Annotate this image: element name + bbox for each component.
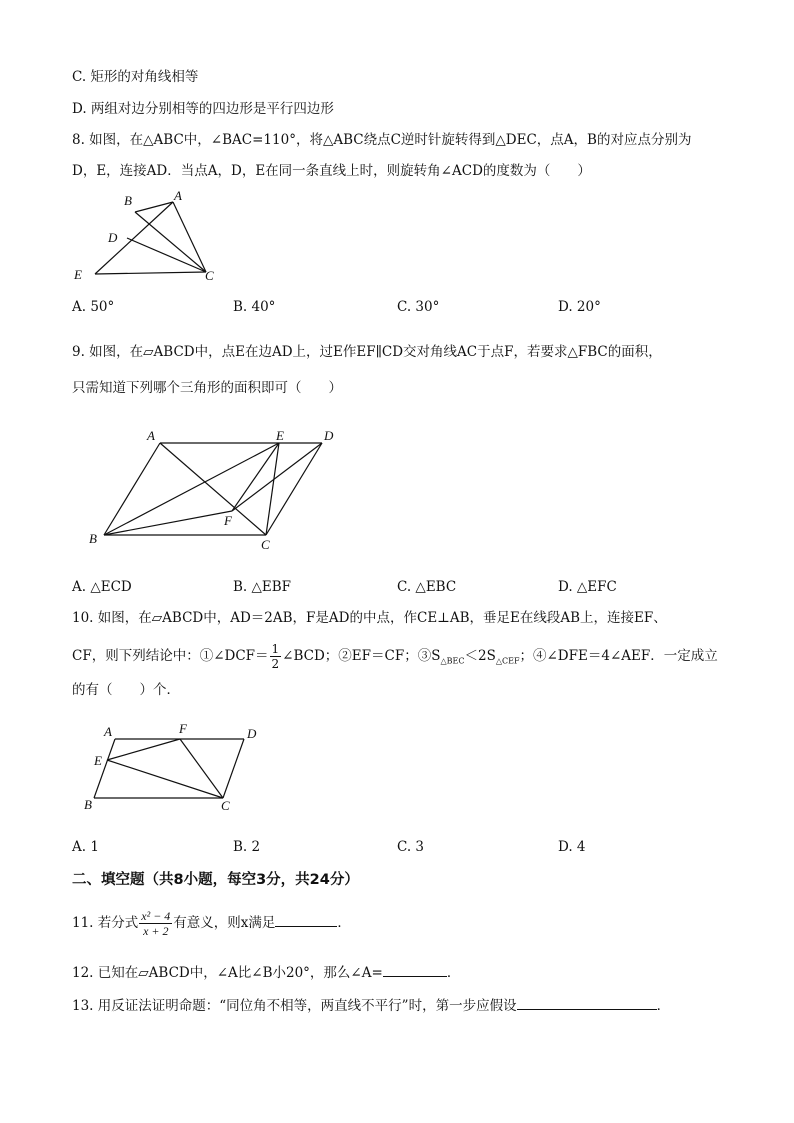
q8-label-b: B [124,193,132,208]
q13-answer-blank[interactable] [517,995,657,1010]
q8-figure [70,188,230,288]
q11-frac-num: x² − 4 [141,909,171,923]
q10-option-b: B. 2 [233,839,261,855]
q8-line1: 8. 如图，在△ABC中，∠BAC=110°，将△ABC绕点C逆时针旋转得到△DEC，点A，B的对应点分别为 [72,132,692,148]
q9-option-a: A. △ECD [72,579,132,595]
q10-sub-bec: △BEC [440,656,465,666]
q9-figure [85,422,345,557]
q9-option-d: D. △EFC [558,579,617,595]
q10-frac-den: 2 [271,657,280,671]
q13-end: ． [656,998,671,1014]
section-2-heading: 二、填空题（共8小题，每空3分，共24分） [72,872,359,888]
q8-label-c: C [205,268,214,283]
q10-label-b: B [84,797,92,812]
q10-figure [80,718,270,818]
q9-label-c: C [261,537,270,552]
q11-prefix: 11. 若分式 [72,915,139,931]
q10-fraction [270,642,282,671]
q12-answer-blank[interactable] [383,962,447,977]
q10-label-a: A [104,724,112,739]
q10-frac-num: 1 [271,642,280,656]
q10-label-c: C [221,798,230,813]
q11-fraction [139,909,172,938]
q10-line2-part-c: ＜2S [464,648,496,664]
q10-label-f: F [179,721,187,736]
q13-line [72,995,670,1015]
q11-suffix: 有意义，则x满足 [173,915,276,931]
q9-label-a: A [147,428,155,443]
q10-line2 [72,637,718,681]
q11-end: ． [337,915,351,931]
q10-label-d: D [247,726,257,741]
q8-line2: D，E，连接AD．当点A，D，E在同一条直线上时，则旋转角∠ACD的度数为（ ） [72,163,591,179]
q8-label-a: A [174,188,182,203]
q8-option-c: C. 30° [397,299,440,315]
q11-answer-blank[interactable] [275,912,337,927]
q10-line3: 的有（ ）个． [72,682,180,698]
q11-frac-den: x + 2 [143,924,169,938]
q10-sub-cef: △CEF [495,656,520,666]
q9-label-e: E [276,428,284,443]
q10-option-a: A. 1 [72,839,99,855]
q10-label-e: E [94,753,102,768]
q12-text: 12. 已知在▱ABCD中，∠A比∠B小20°，那么∠A= [72,965,383,981]
q9-label-b: B [89,531,97,546]
q10-line2-part-d: ；④∠DFE＝4∠AEF．一定成立 [519,648,718,664]
q11-line [72,902,351,944]
q8-label-e: E [74,267,82,282]
q10-line2-part-a: CF，则下列结论中：①∠DCF＝ [72,648,269,664]
option-d-text: D. 两组对边分别相等的四边形是平行四边形 [72,101,334,117]
q9-line2: 只需知道下列哪个三角形的面积即可（ ） [72,380,342,396]
q13-text: 13. 用反证法证明命题：“同位角不相等，两直线不平行”时，第一步应假设 [72,998,517,1014]
q10-line1: 10. 如图，在▱ABCD中，AD＝2AB，F是AD的中点，作CE⊥AB，垂足E在线段AB上，连接EF、 [72,610,667,626]
q9-line1: 9. 如图，在▱ABCD中，点E在边AD上，过E作EF∥CD交对角线AC于点F，若要求△FBC的面积， [72,344,662,360]
q8-label-d: D [108,230,118,245]
q10-line2-part-b: ∠BCD；②EF＝CF；③S [282,648,441,664]
option-c-text: C. 矩形的对角线相等 [72,69,199,85]
q9-option-b: B. △EBF [233,579,292,595]
q10-option-d: D. 4 [558,839,586,855]
q9-label-f: F [224,513,232,528]
q9-label-d: D [324,428,334,443]
q8-option-a: A. 50° [72,299,115,315]
q8-option-d: D. 20° [558,299,601,315]
q8-option-b: B. 40° [233,299,276,315]
q9-option-c: C. △EBC [397,579,457,595]
q12-line [72,962,460,982]
q12-end: ． [446,965,461,981]
q10-option-c: C. 3 [397,839,425,855]
